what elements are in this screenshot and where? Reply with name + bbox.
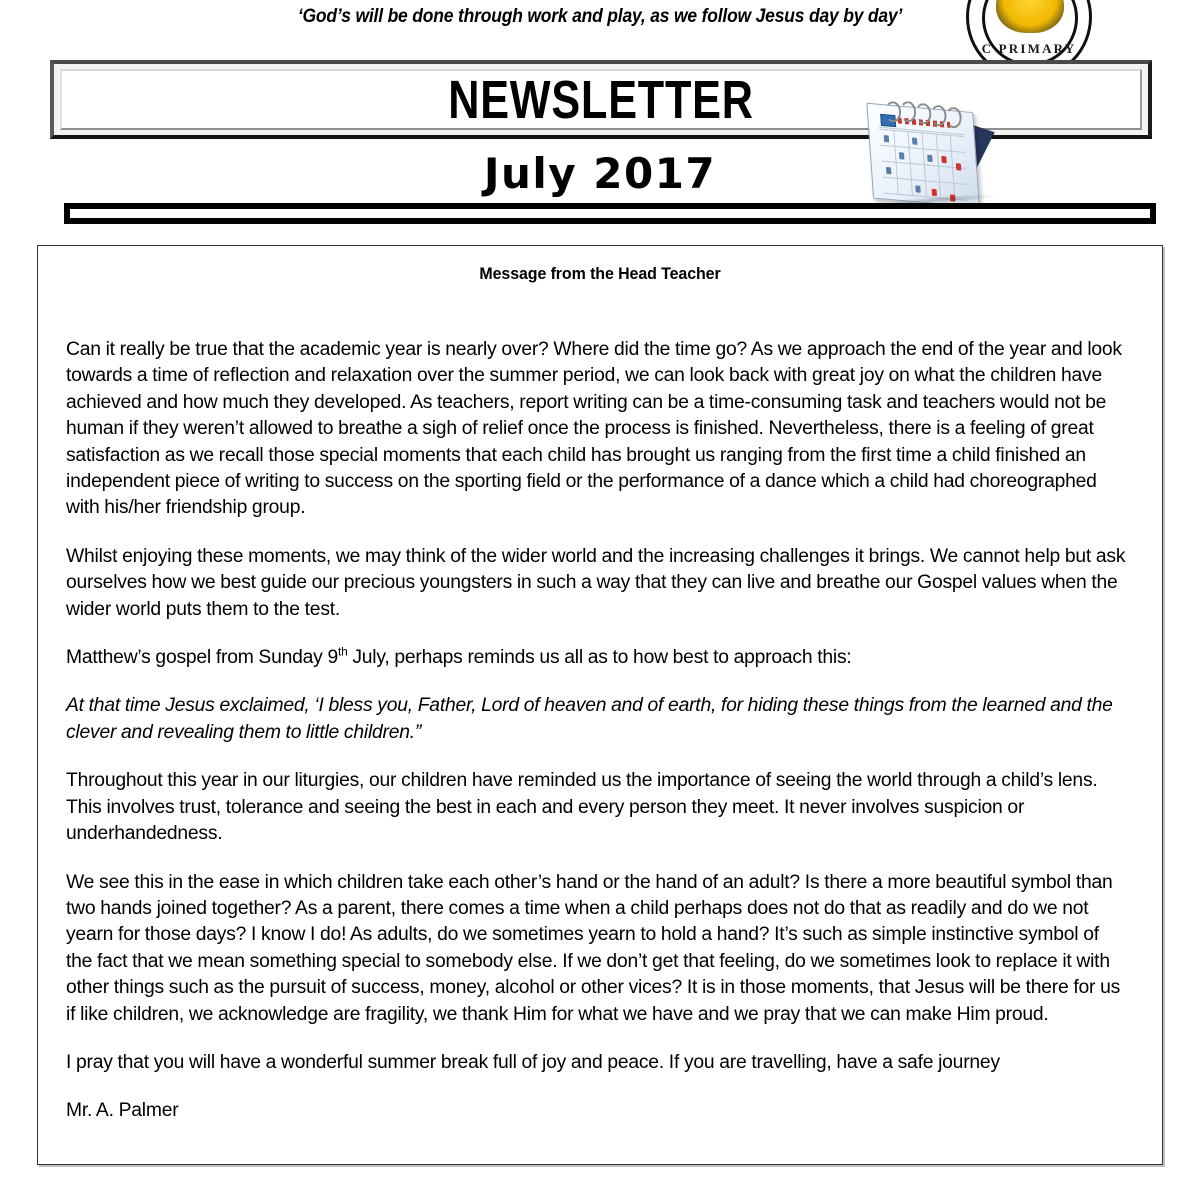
calendar-date-mark xyxy=(932,189,938,196)
calendar-date-mark xyxy=(956,163,962,170)
calendar-date-mark xyxy=(899,152,905,159)
calendar-date-mark xyxy=(927,155,933,162)
letter-signature: Mr. A. Palmer xyxy=(66,1099,179,1122)
gospel-reference-text-after: July, perhaps reminds us all as to how best to approach this: xyxy=(347,646,852,669)
school-motto: ‘God’s will be done through work and play, as we follow Jesus day by day’ xyxy=(297,6,903,27)
section-heading: Message from the Head Teacher xyxy=(479,264,721,283)
masthead-divider-rule xyxy=(64,203,1156,224)
letter-content-frame xyxy=(37,245,1163,1165)
calendar-date-mark xyxy=(884,135,890,142)
gospel-reference-text-before: Matthew’s gospel from Sunday 9 xyxy=(66,646,338,669)
letter-body xyxy=(52,336,1148,1124)
scripture-quote-paragraph: At that time Jesus exclaimed, ‘I bless you, Father, Lord of heaven and of earth, for hiding these things from the learned and the clever and revealing them to little children.” xyxy=(66,694,1113,743)
newsletter-title: NEWSLETTER xyxy=(448,69,754,130)
letter-paragraph: Can it really be true that the academic year is nearly over? Where did the time go? As we approach the end of the year and look towards a time of reflection and relaxation over the summer period, we can look back with great joy on what the children have achieved and how much they developed. As teachers, report writing can be a time-consuming task and teachers would not be human if they weren’t allowed to breathe a sigh of relief once the process is finished. Nevertheless, there is a feeling of great satisfaction as we recall those special moments that each child has brought us ranging from the first time a child finished an independent piece of writing to success on the sporting field or the performance of a dance which a child had choreographed with his/her friendship group. xyxy=(66,338,1122,519)
crest-text: C PRIMARY xyxy=(981,41,1077,56)
calendar-date-mark xyxy=(915,185,921,192)
letter-paragraph: Whilst enjoying these moments, we may think of the wider world and the increasing challenges it brings. We cannot help but ask ourselves how we best guide our precious youngsters in such a way that they can live and breathe our Gospel values when the wider world puts them to the test. xyxy=(66,544,1126,620)
calendar-date-mark xyxy=(912,137,918,144)
gospel-reference-paragraph xyxy=(66,644,1129,670)
calendar-date-mark xyxy=(941,156,947,163)
ordinal-superscript: th xyxy=(337,644,348,659)
letter-paragraph: I pray that you will have a wonderful summer break full of joy and peace. If you are travelling, have a safe journey xyxy=(66,1050,1000,1073)
calendar-date-mark xyxy=(886,167,892,174)
desk-calendar-icon xyxy=(862,91,1021,213)
issue-date: July 2017 xyxy=(483,149,717,198)
letter-paragraph: Throughout this year in our liturgies, our children have reminded us the importance of seeing the world through a child’s lens. This involves trust, tolerance and seeing the best in each and every person they meet. It never involves suspicion or underhandedness. xyxy=(66,769,1098,845)
letter-paragraph: We see this in the ease in which children take each other’s hand or the hand of an adult? Is there a more beautiful symbol than two hands joined together? As a parent, there comes a time when a child perhaps does not do that as readily and do we not yearn for those days? I know I do! As adults, do we sometimes yearn to hold a hand? It’s such as simple instinctive symbol of the fact that we mean something special to somebody else. If we don’t get that feeling, do we sometimes look to replace it with other things such as the pursuit of success, money, alcohol or other vices? It is in those moments, that Jesus will be there for us if like children, we acknowledge are fragility, we thank Him for what we have and we pray that we can make Him proud. xyxy=(66,870,1121,1025)
